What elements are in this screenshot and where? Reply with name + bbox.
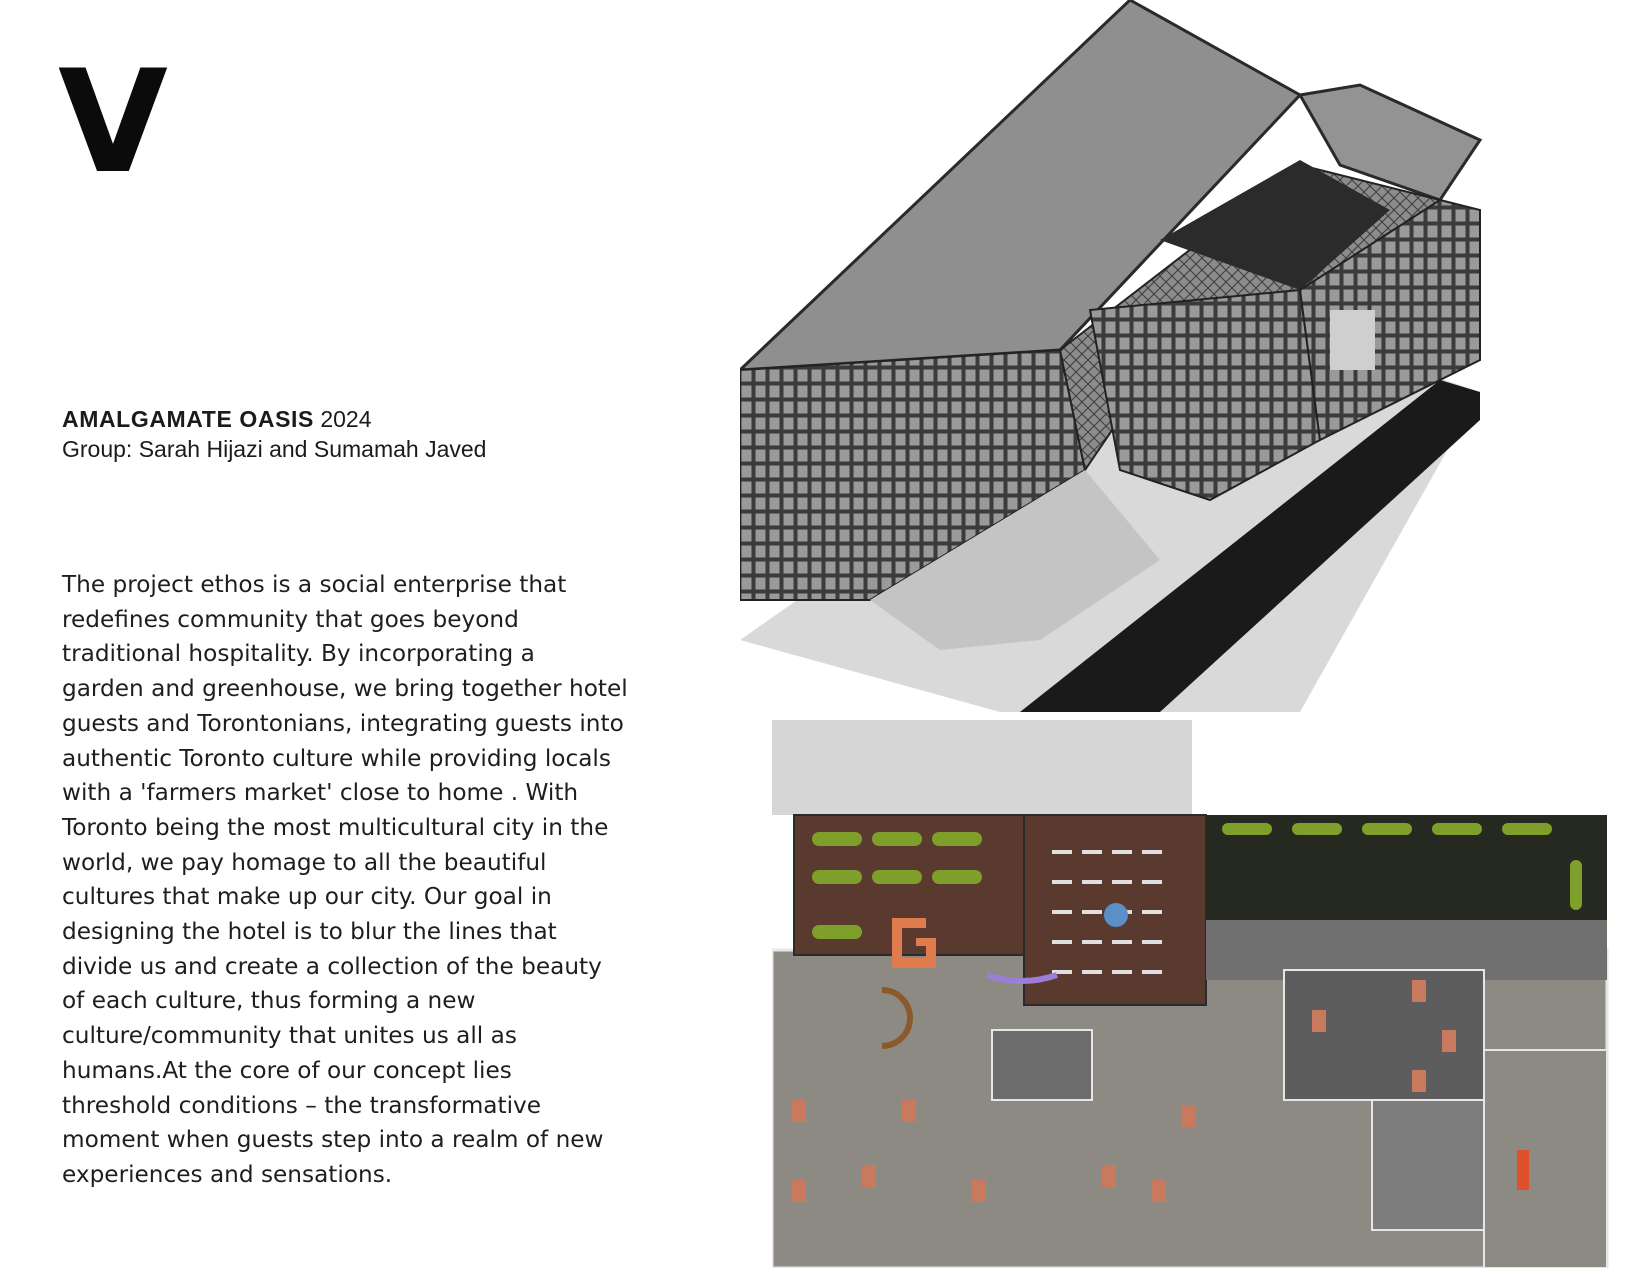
- project-description: The project ethos is a social enterprise that redefines community that goes beyond traditional hospitality. By incorporating a garden and greenhouse, we bring together hotel guests and Torontonians, integrating guests into authentic Toronto culture while providing locals with a 'farmers market' close to home . With Toronto being the most multicultural city in the world, we pay homage to all the beautiful cultures that make up our city. Our goal in designing the hotel is to blur the lines that divide us and create a collection of the beauty of each culture, thus forming a new culture/community that unites us all as humans.At the core of our concept lies threshold conditions – the transformative moment when guests step into a realm of new experiences and sensations.: [62, 571, 628, 1188]
- fountain: [1104, 903, 1128, 927]
- bar: [992, 1030, 1092, 1100]
- project-header: [62, 404, 486, 464]
- floor-plan: [772, 720, 1610, 1268]
- upper-building-outline: [772, 720, 1192, 815]
- project-title: AMALGAMATE OASIS: [62, 406, 314, 432]
- section-numeral: V: [58, 40, 164, 205]
- kitchen: [1372, 1100, 1484, 1230]
- east-wing-panel: [1330, 310, 1375, 370]
- project-year: 2024: [320, 406, 372, 432]
- red-seating: [1517, 1150, 1529, 1190]
- axonometric-drawing: [740, 0, 1560, 712]
- project-group: Group: Sarah Hijazi and Sumamah Javed: [62, 436, 487, 462]
- service-room: [1484, 1050, 1607, 1268]
